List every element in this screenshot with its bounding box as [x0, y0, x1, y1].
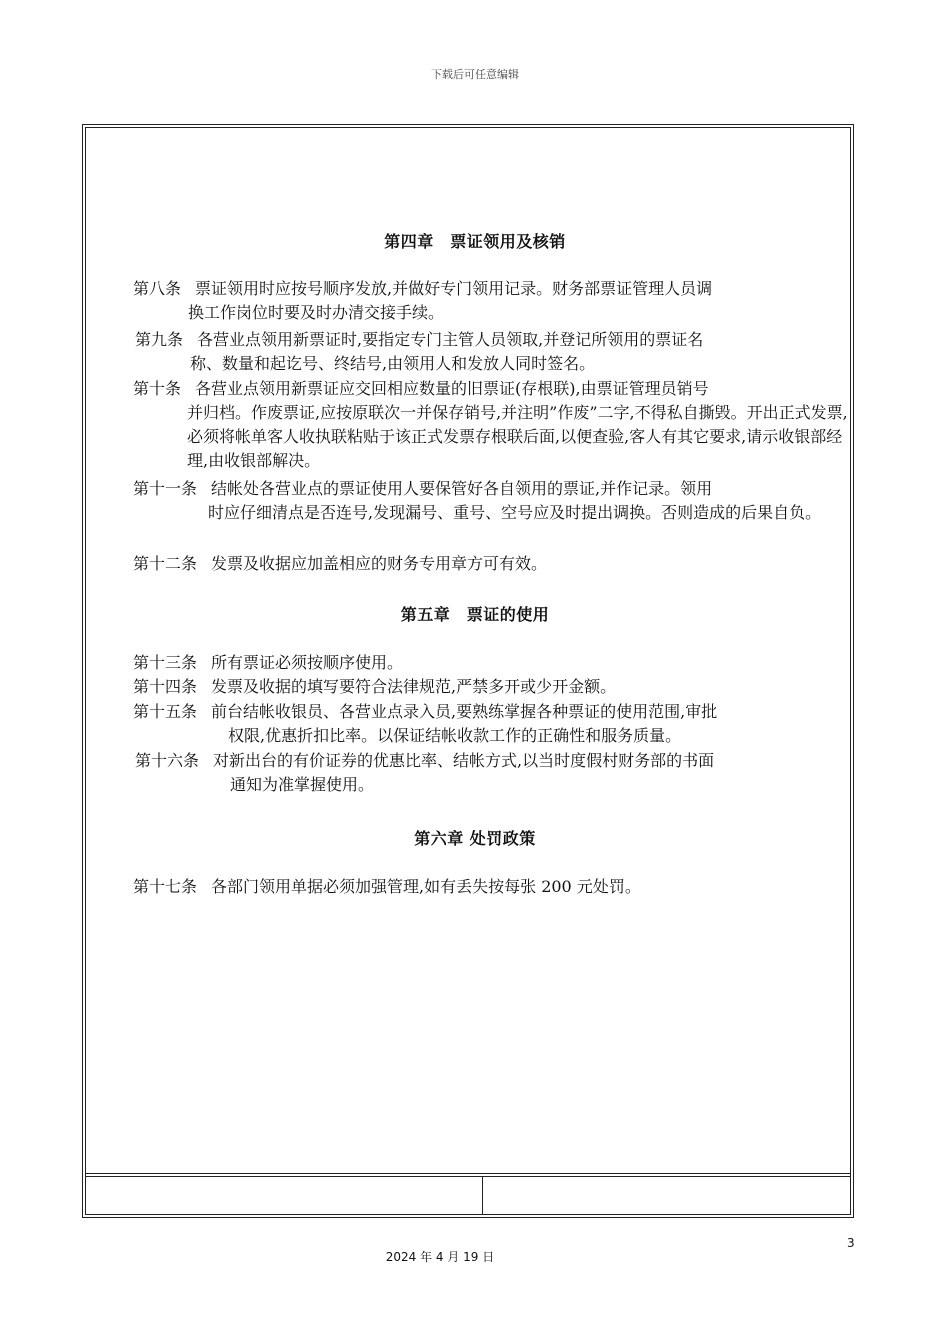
- page-number: 3: [847, 1236, 855, 1250]
- article-16: [135, 749, 850, 797]
- chapter-heading: 第四章 票证领用及核销: [384, 232, 566, 251]
- table-divider: [86, 1173, 850, 1174]
- article-12: [133, 552, 848, 576]
- article-text: 结帐处各营业点的票证使用人要保管好各自领用的票证,并作记录。领用: [211, 479, 713, 498]
- table-divider: [86, 1176, 850, 1177]
- article-14: [133, 675, 848, 699]
- article-text-continued: 并归档。作废票证,应按原联次一并保存销号,并注明”作废”二字,不得私自撕毁。开出正式发票,必须将帐单客人收执联粘贴于该正式发票存根联后面,以便查验,客人有其它要求,请示收银部经理,由收银部解决。: [187, 403, 848, 470]
- article-label: 第十三条: [133, 653, 198, 672]
- article-text: 各营业点领用新票证时,要指定专门主管人员领取,并登记所领用的票证名: [197, 330, 704, 349]
- article-text-continued: 时应仔细清点是否连号,发现漏号、重号、空号应及时提出调换。否则造成的后果自负。: [208, 503, 822, 522]
- article-17: [133, 875, 848, 899]
- article-label: 第十二条: [133, 554, 198, 573]
- article-text: 发票及收据应加盖相应的财务专用章方可有效。: [211, 554, 548, 573]
- article-text: 各部门领用单据必须加强管理,如有丢失按每张 200 元处罚。: [211, 877, 641, 896]
- table-column-divider: [482, 1176, 483, 1214]
- article-text-continued: 称、数量和起讫号、终结号,由领用人和发放人同时签名。: [190, 354, 596, 373]
- article-9: [135, 328, 850, 376]
- article-15: [133, 700, 848, 748]
- article-text: 所有票证必须按顺序使用。: [211, 653, 404, 672]
- chapter-heading: 第六章 处罚政策: [414, 829, 536, 848]
- article-text: 各营业点领用新票证应交回相应数量的旧票证(存根联),由票证管理员销号: [195, 379, 709, 398]
- article-8: [133, 277, 848, 325]
- article-label: 第九条: [135, 330, 184, 349]
- footer-date: 2024 年 4 月 19 日: [385, 1250, 495, 1264]
- article-label: 第十六条: [135, 751, 200, 770]
- article-text: 前台结帐收银员、各营业点录入员,要熟练掌握各种票证的使用范围,审批: [211, 702, 718, 721]
- article-13: [133, 651, 848, 675]
- article-label: 第八条: [133, 279, 182, 298]
- header-note: 下载后可任意编辑: [431, 68, 519, 81]
- article-text: 票证领用时应按号顺序发放,并做好专门领用记录。财务部票证管理人员调: [195, 279, 713, 298]
- article-10: [133, 377, 848, 473]
- article-label: 第十一条: [133, 479, 198, 498]
- article-label: 第十条: [133, 379, 182, 398]
- article-label: 第十五条: [133, 702, 198, 721]
- article-text-continued: 通知为准掌握使用。: [230, 775, 375, 794]
- article-11: [133, 477, 848, 525]
- article-text-continued: 换工作岗位时要及时办清交接手续。: [188, 303, 445, 322]
- article-text: 发票及收据的填写要符合法律规范,严禁多开或少开金额。: [211, 677, 617, 696]
- article-label: 第十七条: [133, 877, 198, 896]
- chapter-heading: 第五章 票证的使用: [400, 605, 550, 624]
- article-label: 第十四条: [133, 677, 198, 696]
- article-text: 对新出台的有价证券的优惠比率、结帐方式,以当时度假村财务部的书面: [213, 751, 715, 770]
- article-text-continued: 权限,优惠折扣比率。以保证结帐收款工作的正确性和服务质量。: [228, 726, 682, 745]
